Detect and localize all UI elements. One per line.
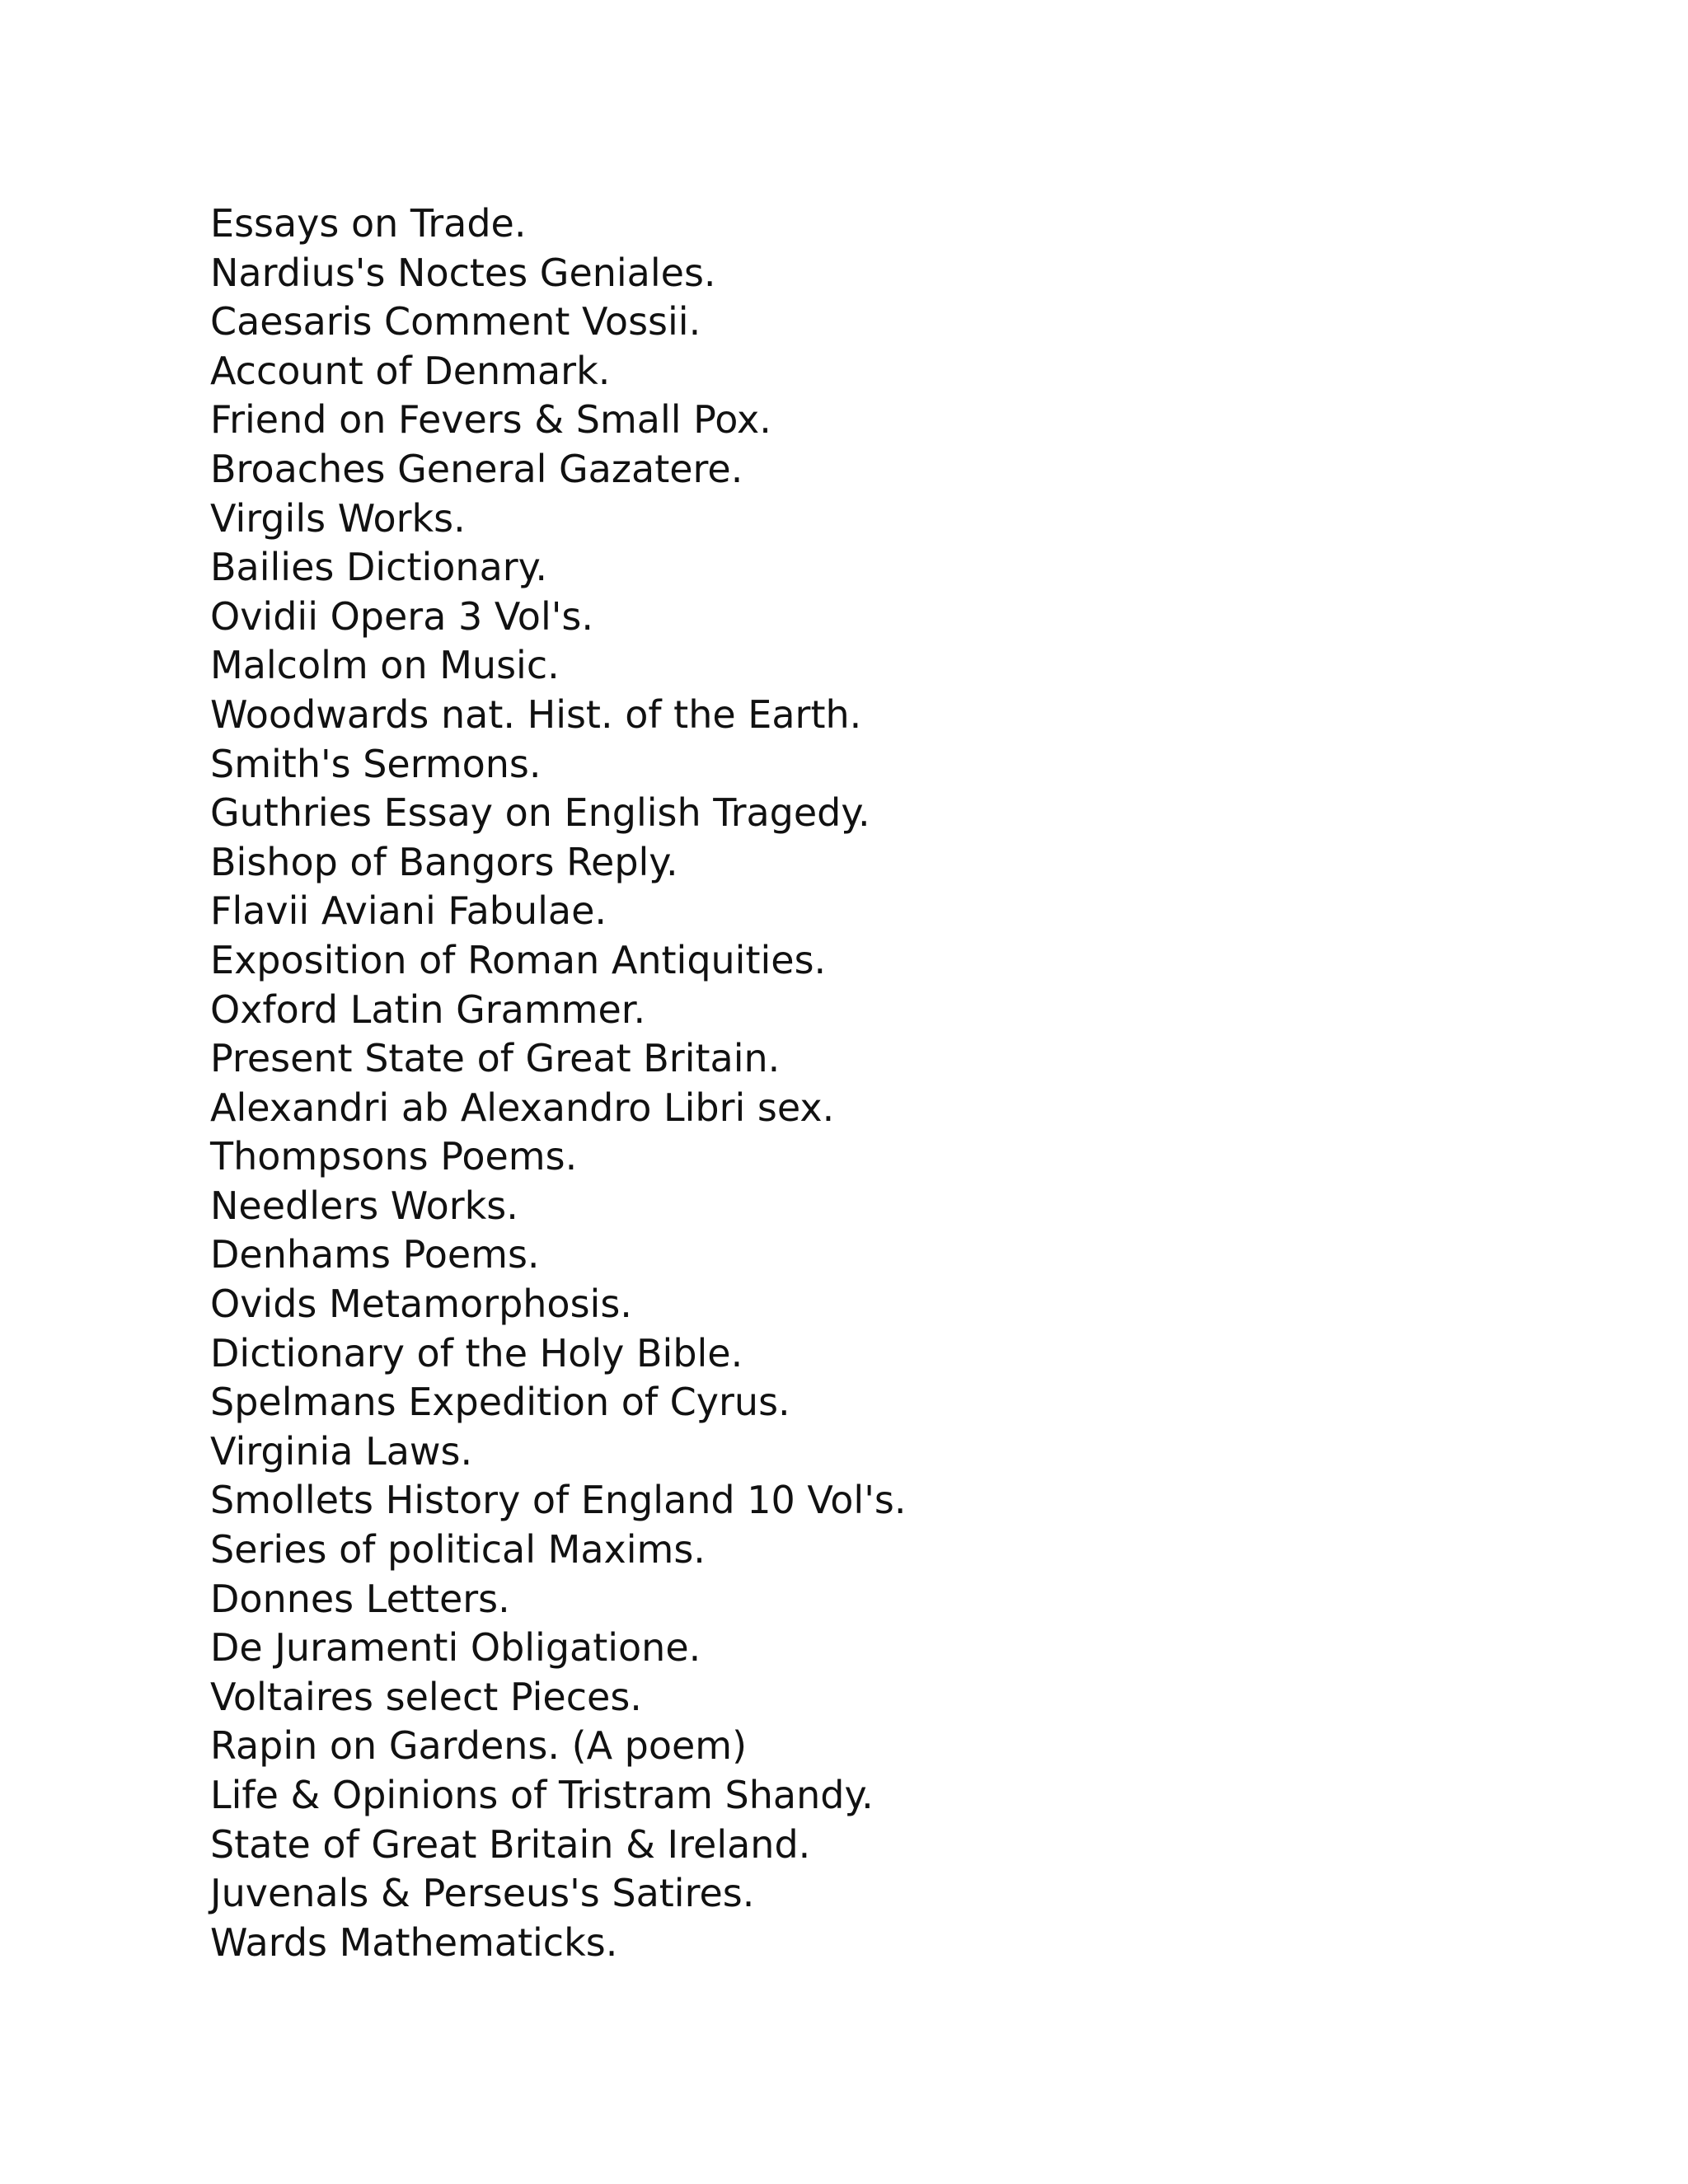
list-item: Bailies Dictionary.	[210, 545, 547, 590]
list-item: Smith's Sermons.	[210, 741, 542, 786]
list-item: State of Great Britain & Ireland.	[210, 1821, 811, 1867]
list-item: Guthries Essay on English Tragedy.	[210, 790, 870, 836]
list-item: Malcolm on Music.	[210, 643, 560, 688]
list-item: Rapin on Gardens. (A poem)	[210, 1723, 748, 1769]
list-item: Denhams Poems.	[210, 1232, 540, 1277]
list-item: Oxford Latin Grammer.	[210, 987, 646, 1032]
list-item: Juvenals & Perseus's Satires.	[210, 1871, 755, 1916]
list-item: De Juramenti Obligatione.	[210, 1625, 701, 1671]
list-item: Virginia Laws.	[210, 1428, 473, 1474]
list-item: Ovids Metamorphosis.	[210, 1282, 632, 1327]
list-item: Bishop of Bangors Reply.	[210, 839, 678, 884]
list-item: Donnes Letters.	[210, 1576, 510, 1621]
list-item: Flavii Aviani Fabulae.	[210, 888, 607, 934]
list-item: Alexandri ab Alexandro Libri sex.	[210, 1085, 835, 1130]
list-item: Account of Denmark.	[210, 348, 611, 393]
list-item: Needlers Works.	[210, 1183, 518, 1228]
list-item: Spelmans Expedition of Cyrus.	[210, 1380, 790, 1425]
list-item: Voltaires select Pieces.	[210, 1674, 642, 1719]
list-item: Woodwards nat. Hist. of the Earth.	[210, 691, 862, 737]
list-item: Dictionary of the Holy Bible.	[210, 1330, 743, 1376]
list-item: Caesaris Comment Vossii.	[210, 299, 701, 344]
list-item: Smollets History of England 10 Vol's.	[210, 1478, 907, 1523]
list-item: Nardius's Noctes Geniales.	[210, 250, 716, 295]
list-item: Essays on Trade.	[210, 201, 527, 246]
list-item: Present State of Great Britain.	[210, 1036, 781, 1081]
list-item: Exposition of Roman Antiquities.	[210, 937, 827, 982]
book-list	[210, 199, 906, 1967]
list-item: Thompsons Poems.	[210, 1134, 578, 1179]
list-item: Friend on Fevers & Small Pox.	[210, 397, 771, 443]
list-item: Series of political Maxims.	[210, 1527, 706, 1572]
list-item: Virgils Works.	[210, 495, 466, 541]
list-item: Broaches General Gazatere.	[210, 446, 743, 491]
list-item: Wards Mathematicks.	[210, 1919, 618, 1965]
list-item: Life & Opinions of Tristram Shandy.	[210, 1773, 874, 1817]
list-item: Ovidii Opera 3 Vol's.	[210, 593, 593, 639]
